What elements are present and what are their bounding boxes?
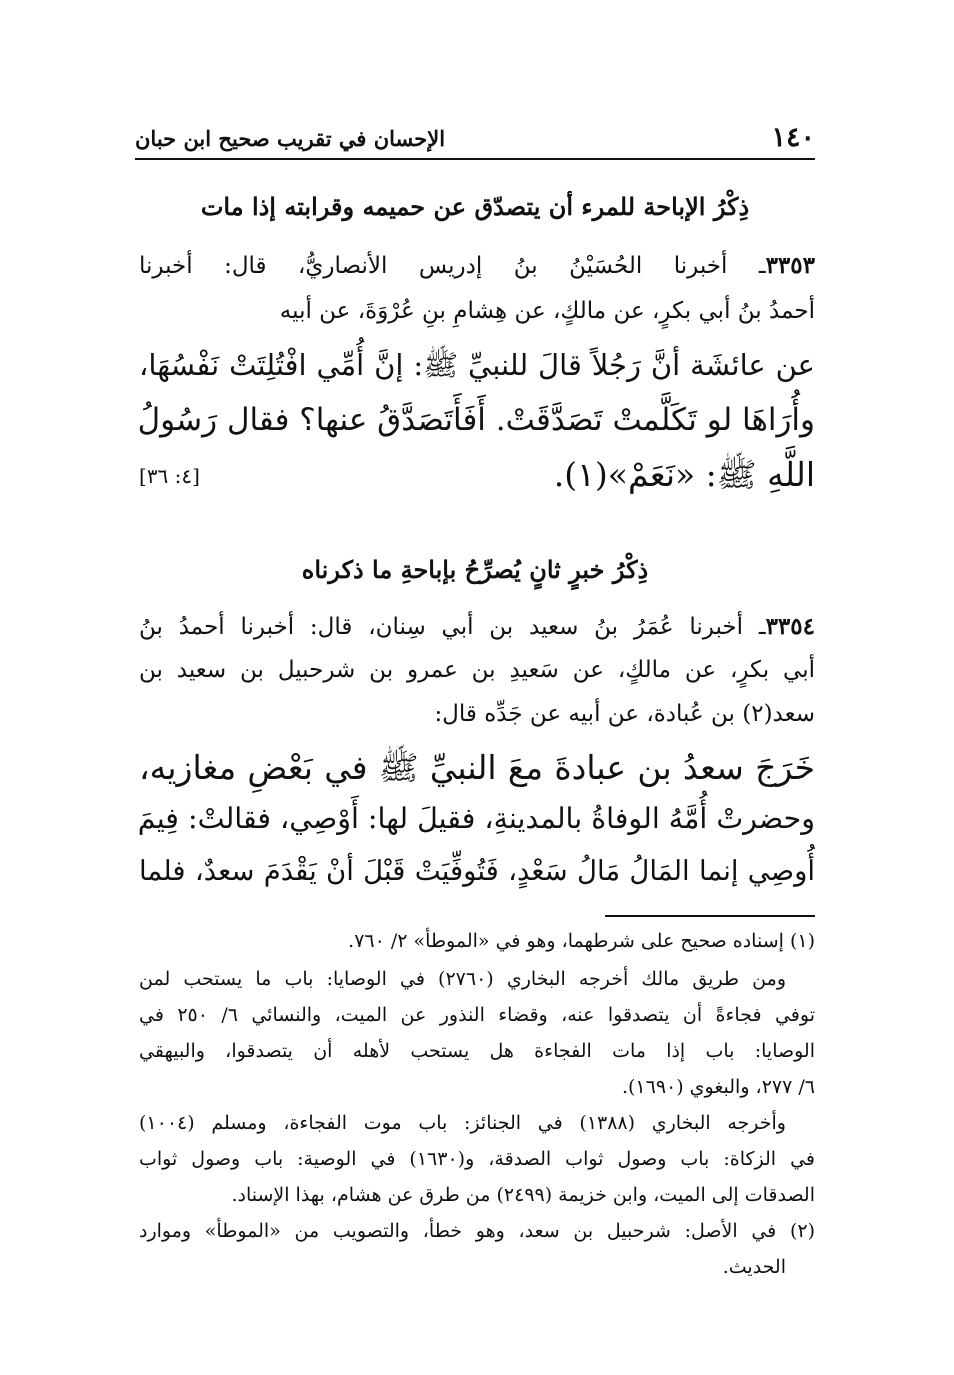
isnad-line: سعد(٢) بن عُبادة، عن أبيه عن جَدِّه قال: xyxy=(434,701,815,727)
isnad-line xyxy=(139,613,815,640)
matn-line: خَرَجَ سعدُ بن عبادةَ معَ النبيِّ ﷺ في بَعْضِ مغازيه، xyxy=(139,748,815,787)
hadith-number: ٣٣٥٤ xyxy=(765,613,815,640)
footnote-line: توفي فجاءةً أن يتصدقوا عنه، وقضاء النذور عن الميت، والنسائي ٦/ ٢٥٠ في xyxy=(139,1004,815,1026)
matn-line: اللَّهِ ﷺ: «نَعَمْ»(١). xyxy=(553,455,815,494)
matn-line: وأُرَاهَا لو تَكَلَّمتْ تَصَدَّقَتْ. أَفَأَتَصَدَّقُ عنها؟ فقال رَسُولُ xyxy=(137,402,815,438)
volume-reference: [٤: ٣٦] xyxy=(139,464,200,488)
hadith-number: ٣٣٥٣ xyxy=(765,252,815,279)
matn-line: أُوصِي إنما المَالُ مَالُ سَعْدٍ، فَتُوفِّيَتْ قَبْلَ أنْ يَقْدَمَ سعدٌ، فلما xyxy=(139,855,815,887)
footnote-line: الصدقات إلى الميت، وابن خزيمة (٢٤٩٩) من طرق عن هشام، بهذا الإسناد. xyxy=(231,1184,815,1206)
section-heading-2: ذِكْرُ خبرٍ ثانٍ يُصرِّحُ بإباحةِ ما ذكرناه xyxy=(301,555,649,584)
footnote-line: في الزكاة: باب وصول ثواب الصدقة، و(١٦٣٠) في الوصية: باب وصول ثواب xyxy=(139,1148,815,1170)
running-title: الإحسان في تقريب صحيح ابن حبان xyxy=(135,126,446,151)
isnad-line xyxy=(139,252,815,279)
matn-line: وحضرتْ أُمَّهُ الوفاةُ بالمدينةِ، فقيلَ لها: أَوْصِي، فقالتْ: فِيمَ xyxy=(137,802,815,835)
footnote-separator xyxy=(605,915,815,917)
footnote-line: الحديث. xyxy=(722,1256,786,1278)
page-header xyxy=(135,118,815,160)
footnote-line: ومن طريق مالك أخرجه البخاري (٢٧٦٠) في الوصايا: باب ما يستحب لمن xyxy=(139,968,786,990)
isnad-line: أبي بكرٍ، عن مالكٍ، عن سَعيدِ بن عمرو بن شرحبيل بن سعيد بن xyxy=(139,657,815,683)
footnote-line: ٦/ ٢٧٧، والبغوي (١٦٩٠). xyxy=(621,1076,815,1098)
page-number: ١٤٠ xyxy=(771,122,815,153)
matn-line: عن عائشَة أنَّ رَجُلاً قالَ للنبيِّ ﷺ: إنَّ أُمِّي افْتُلِتَتْ نَفْسُهَا، xyxy=(139,348,815,382)
footnote-line: الوصايا: باب إذا مات الفجاءة هل يستحب لأهله أن يتصدقوا، والبيهقي xyxy=(139,1040,815,1062)
footnote-line: وأخرجه البخاري (١٣٨٨) في الجنائز: باب موت الفجاءة، ومسلم (١٠٠٤) xyxy=(139,1112,786,1134)
isnad-text: ـ أخبرنا عُمَرُ بنُ سعيد بن أبي سِنان، قال: أخبرنا أحمدُ بنُ xyxy=(139,614,766,640)
isnad-text: ـ أخبرنا الحُسَيْنُ بنُ إدريس الأنصاريُّ، قال: أخبرنا xyxy=(139,253,766,279)
footnote-line: (٢) في الأصل: شرحبيل بن سعد، وهو خطأ، والتصويب من «الموطأ» وموارد xyxy=(139,1220,815,1242)
isnad-line: أحمدُ بنُ أبي بكرٍ، عن مالكٍ، عن هِشامِ بنِ عُرْوَةَ، عن أبيه xyxy=(279,298,815,324)
section-heading-1: ذِكْرُ الإباحة للمرء أن يتصدّق عن حميمه وقرابته إذا مات xyxy=(200,192,750,221)
footnote-line: (١) إسناده صحيح على شرطهما، وهو في «الموطأ» ٢/ ٧٦٠. xyxy=(348,930,815,952)
